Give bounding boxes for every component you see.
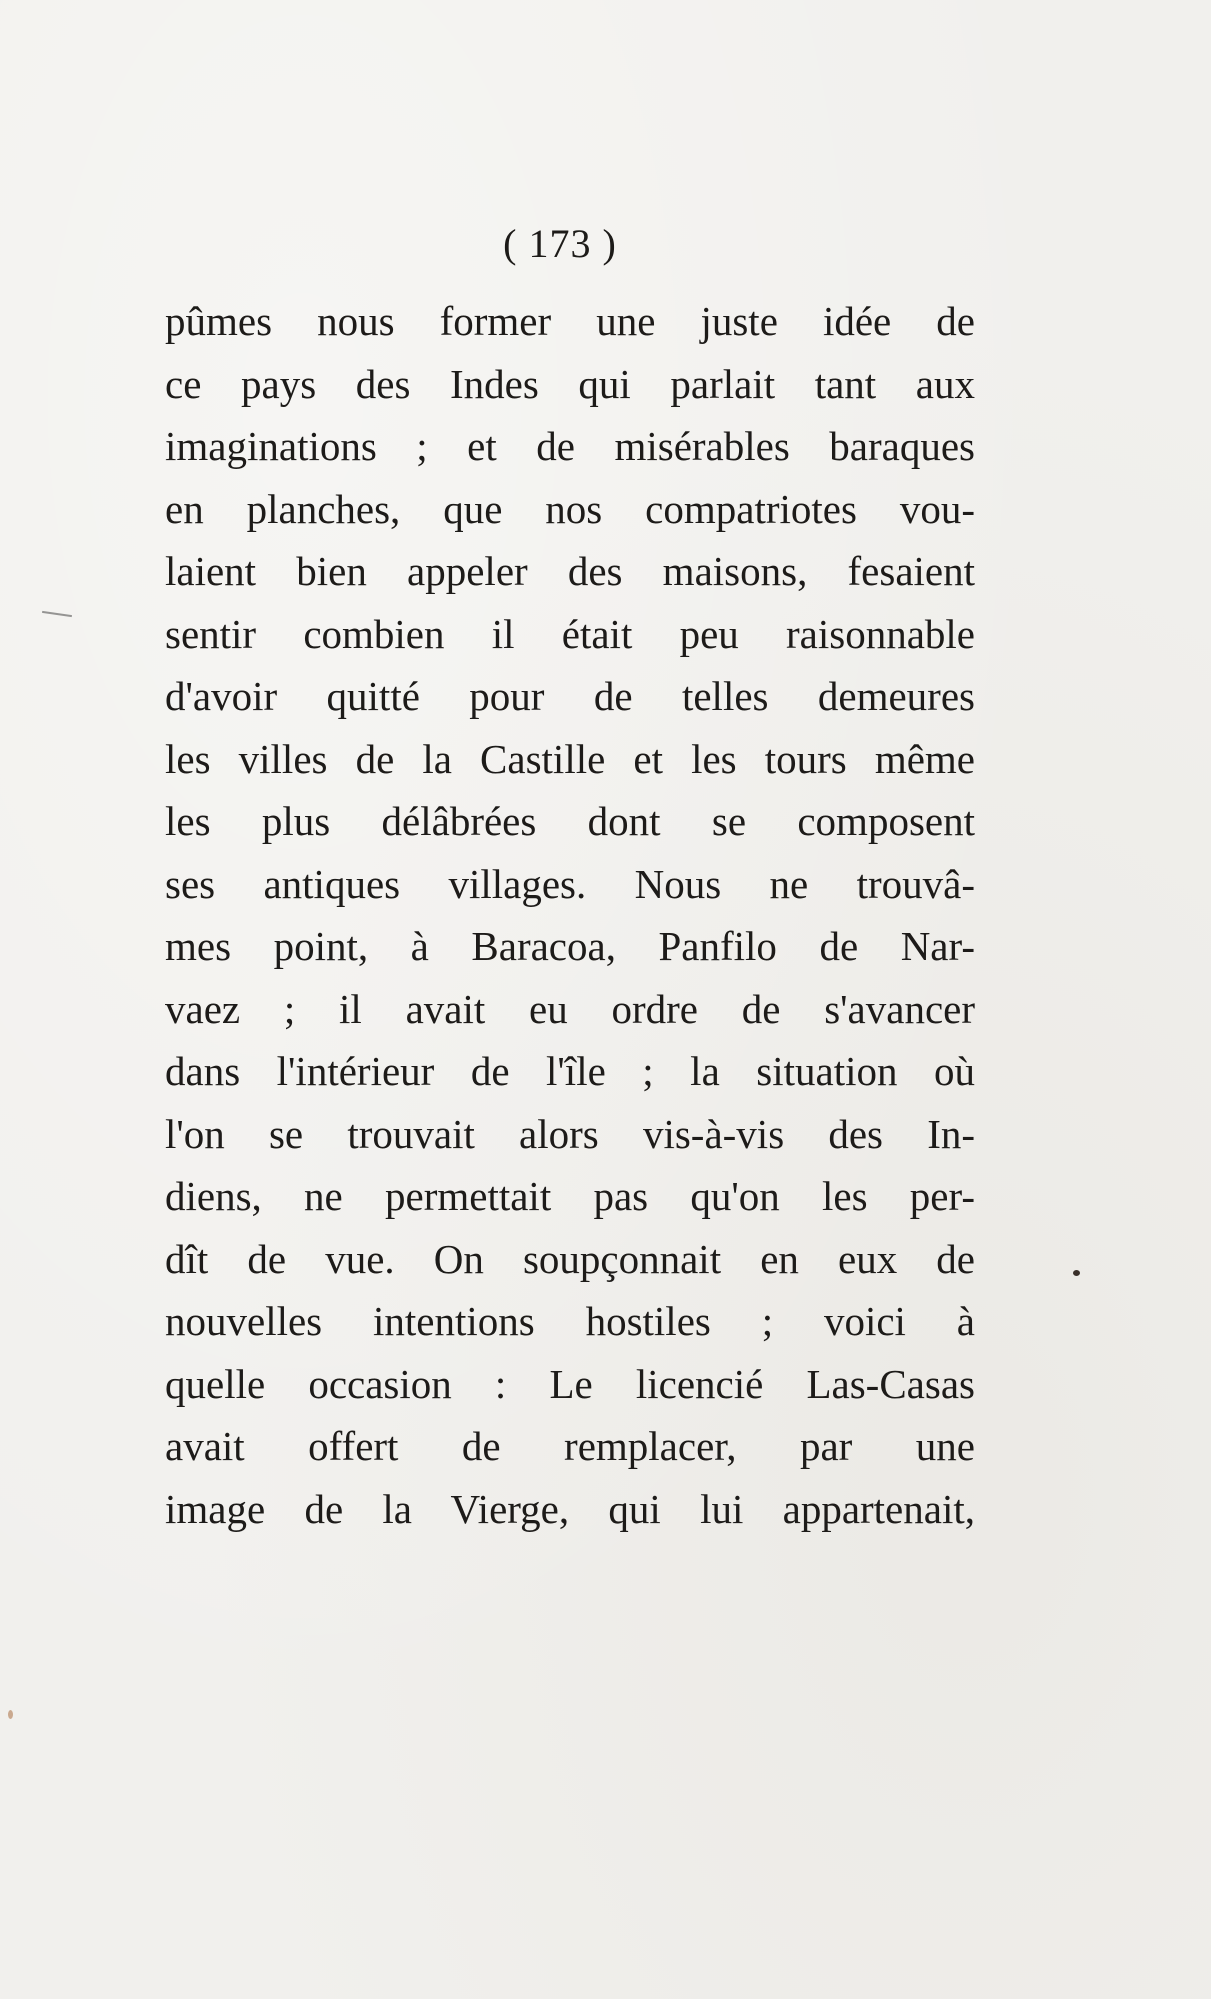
text-line: avait offert de remplacer, par une	[165, 1423, 975, 1469]
text-line: imaginations ; et de misérables baraques	[165, 423, 975, 469]
text-line: pûmes nous former une juste idée de	[165, 298, 975, 344]
text-line: image de la Vierge, qui lui appartenait,	[165, 1485, 975, 1532]
text-line: ses antiques villages. Nous ne trouvâ-	[165, 860, 975, 907]
text-line: quelle occasion : Le licencié Las-Casas	[165, 1360, 975, 1407]
text-line: les villes de la Castille et les tours même	[165, 735, 975, 782]
margin-mark	[42, 611, 72, 617]
text-line: vaez ; il avait eu ordre de s'avancer	[165, 985, 975, 1032]
text-line: dans l'intérieur de l'île ; la situation où	[165, 1048, 975, 1094]
text-line: nouvelles intentions hostiles ; voici à	[165, 1298, 975, 1344]
text-line: dît de vue. On soupçonnait en eux de	[165, 1235, 975, 1282]
text-line: sentir combien il était peu raisonnable	[165, 610, 975, 657]
text-line: diens, ne permettait pas qu'on les per-	[165, 1173, 975, 1219]
text-line: laient bien appeler des maisons, fesaient	[165, 548, 975, 594]
text-line: mes point, à Baracoa, Panfilo de Nar-	[165, 923, 975, 969]
ink-speck	[1073, 1270, 1080, 1276]
text-line: d'avoir quitté pour de telles demeures	[165, 673, 975, 719]
text-line: les plus délâbrées dont se composent	[165, 798, 975, 844]
text-line: l'on se trouvait alors vis-à-vis des In-	[165, 1110, 975, 1157]
body-text	[165, 290, 975, 1540]
ink-speck	[8, 1710, 13, 1719]
text-line: en planches, que nos compatriotes vou-	[165, 485, 975, 532]
page-number: ( 173 )	[503, 221, 617, 266]
text-line: ce pays des Indes qui parlait tant aux	[165, 360, 975, 407]
